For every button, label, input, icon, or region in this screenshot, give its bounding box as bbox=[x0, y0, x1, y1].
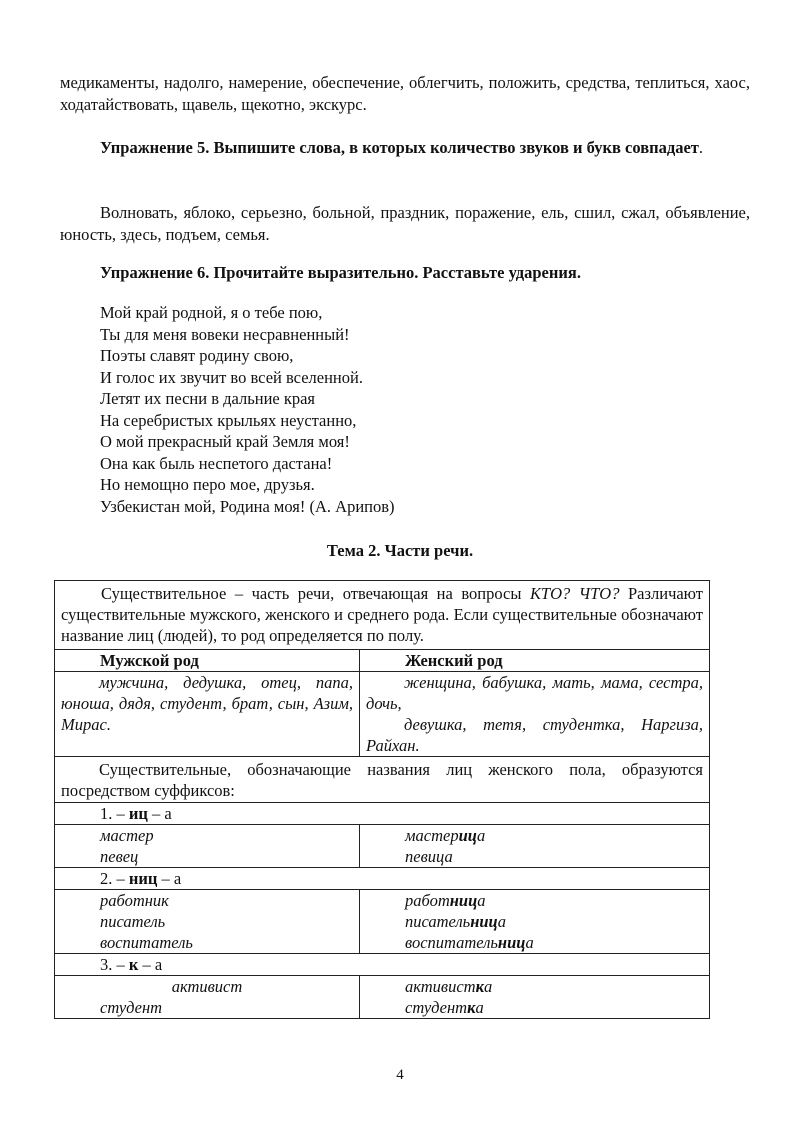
word-stem: мастер bbox=[405, 826, 459, 845]
suffix-intro: Существительные, обозначающие названия лиц женского пола, образуются посредством суффиксов: bbox=[55, 757, 710, 803]
exercise-5-title: Упражнение 5. Выпишите слова, в которых количество звуков и букв совпадает bbox=[100, 138, 699, 157]
suffix-dash: – bbox=[112, 804, 129, 823]
word-ending: а bbox=[497, 912, 506, 931]
word-ending: а bbox=[477, 891, 486, 910]
suffix-form: иц bbox=[128, 804, 148, 823]
derived-word bbox=[366, 932, 703, 953]
feminine-words-line-1: женщина, бабушка, мать, мама, сестра, дочь, bbox=[366, 673, 704, 713]
suffix-form: ниц bbox=[128, 869, 158, 888]
suffix-header bbox=[55, 954, 710, 976]
base-words bbox=[55, 890, 360, 954]
word-suffix: ц bbox=[436, 847, 445, 866]
feminine-words-line-2: девушка, тетя, студентка, Наргиза, Райхан. bbox=[366, 715, 704, 755]
word-stem: писатель bbox=[405, 912, 471, 931]
intro-text-a: Существительное – часть речи, отвечающая на вопросы bbox=[101, 584, 530, 603]
exercise-5-title-end: . bbox=[698, 138, 704, 157]
feminine-words bbox=[360, 672, 710, 757]
suffix-form: к bbox=[128, 955, 139, 974]
base-word: мастер bbox=[100, 826, 154, 845]
intro-text-b: Различают существительные мужского, женского и среднего рода. Если существительные обозначают название лиц (людей), то род определяется по полу. bbox=[61, 584, 704, 645]
suffix-ending: – а bbox=[138, 955, 163, 974]
poem-line: Узбекистан мой, Родина моя! (А. Арипов) bbox=[100, 496, 395, 516]
col-feminine-header: Женский род bbox=[360, 650, 710, 672]
poem-line: Летят их песни в дальние края bbox=[100, 389, 316, 408]
base-words bbox=[55, 976, 360, 1019]
base-word: воспитатель bbox=[100, 933, 193, 952]
word-ending: а bbox=[483, 977, 493, 996]
suffix-header-row bbox=[55, 803, 710, 825]
suffix-examples-row bbox=[55, 976, 710, 1019]
col-masculine-header: Мужской род bbox=[55, 650, 360, 672]
word-ending: а bbox=[475, 998, 484, 1017]
suffix-intro-row bbox=[55, 757, 710, 803]
table-intro bbox=[55, 581, 710, 650]
word-suffix: ниц bbox=[449, 891, 478, 910]
intro-questions: КТО? ЧТО? bbox=[529, 584, 620, 603]
suffix-dash: – bbox=[112, 955, 129, 974]
derived-words bbox=[360, 890, 710, 954]
word-suffix: ниц bbox=[497, 933, 526, 952]
suffix-dash: – bbox=[112, 869, 129, 888]
exercise-5-text: Волновать, яблоко, серьезно, больной, праздник, поражение, ель, сшил, сжал, объявление, юность, здесь, подъем, семья. bbox=[60, 203, 750, 244]
base-word: активист bbox=[171, 977, 243, 996]
word-stem: певи bbox=[405, 847, 436, 866]
word-list-paragraph: медикаменты, надолго, намерение, обеспечение, облегчить, положить, средства, теплиться, хаос, ходатайствовать, щавель, щекотно, экскурс. bbox=[60, 73, 750, 114]
exercise-5-heading bbox=[60, 137, 750, 159]
derived-words bbox=[360, 825, 710, 868]
word-suffix: ниц bbox=[470, 912, 498, 931]
table-intro-row bbox=[55, 581, 710, 650]
derived-word bbox=[366, 997, 703, 1018]
word-ending: а bbox=[476, 826, 486, 845]
exercise-6-title: Упражнение 6. Прочитайте выразительно. Расставьте ударения. bbox=[100, 263, 581, 282]
word-ending: а bbox=[525, 933, 534, 952]
derived-words bbox=[360, 976, 710, 1019]
suffix-number: 1. bbox=[100, 804, 113, 823]
masculine-words: мужчина, дедушка, отец, папа, юноша, дядя, студент, брат, сын, Азим, Мирас. bbox=[55, 672, 360, 757]
base-word: студент bbox=[100, 998, 163, 1017]
poem-line: На серебристых крыльях неустанно, bbox=[100, 410, 357, 430]
page-number: 4 bbox=[396, 1067, 404, 1083]
poem-line: Но немощно перо мое, друзья. bbox=[100, 475, 315, 494]
suffix-header-row bbox=[55, 868, 710, 890]
base-word: работник bbox=[100, 891, 169, 910]
derived-word bbox=[366, 890, 703, 911]
poem-line: Она как быль неспетого дастана! bbox=[100, 453, 333, 473]
gender-words-row bbox=[55, 672, 710, 757]
poem-line: О мой прекрасный край Земля моя! bbox=[100, 432, 350, 451]
suffix-header bbox=[55, 868, 710, 890]
suffix-examples-row bbox=[55, 825, 710, 868]
derived-word bbox=[366, 846, 703, 867]
base-words bbox=[55, 825, 360, 868]
suffix-number: 3. bbox=[100, 955, 113, 974]
word-suffix: к bbox=[467, 998, 476, 1017]
word-ending: а bbox=[444, 847, 453, 866]
derived-word bbox=[366, 976, 703, 997]
base-word: певец bbox=[100, 847, 139, 866]
base-word: писатель bbox=[100, 912, 166, 931]
word-stem: работ bbox=[405, 891, 450, 910]
theme-title: Тема 2. Части речи. bbox=[326, 541, 474, 560]
word-suffix: к bbox=[475, 977, 484, 996]
word-stem: воспитатель bbox=[405, 933, 498, 952]
noun-gender-table bbox=[54, 580, 710, 1019]
table-header-row bbox=[55, 650, 710, 672]
suffix-number: 2. bbox=[100, 869, 113, 888]
word-stem: студент bbox=[405, 998, 468, 1017]
poem-line: Ты для меня вовеки несравненный! bbox=[100, 324, 350, 344]
poem-line: Поэты славят родину свою, bbox=[100, 346, 294, 365]
suffix-header-row bbox=[55, 954, 710, 976]
derived-word bbox=[366, 825, 703, 846]
suffix-ending: – а bbox=[157, 869, 182, 888]
poem-line: Мой край родной, я о тебе пою, bbox=[100, 303, 323, 322]
word-stem: активист bbox=[405, 977, 476, 996]
suffix-header bbox=[55, 803, 710, 825]
word-suffix: иц bbox=[458, 826, 477, 845]
suffix-examples-row bbox=[55, 890, 710, 954]
suffix-ending: – а bbox=[147, 804, 172, 823]
poem bbox=[100, 302, 395, 517]
derived-word bbox=[366, 911, 703, 932]
poem-line: И голос их звучит во всей вселенной. bbox=[100, 367, 363, 387]
